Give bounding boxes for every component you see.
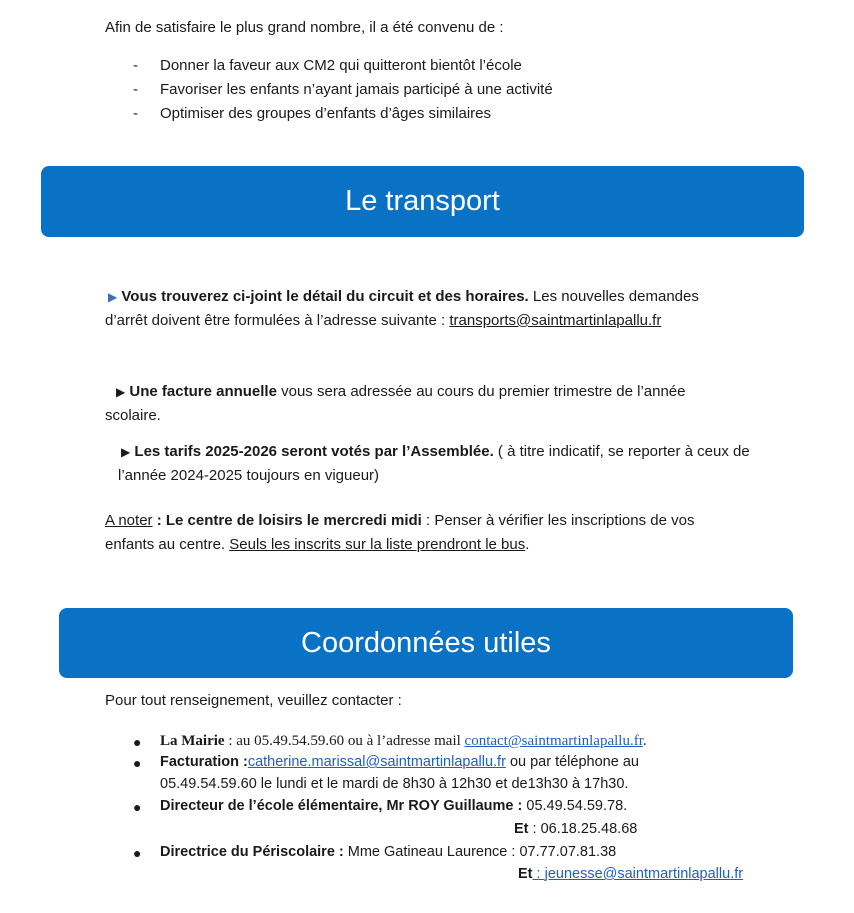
paragraph-circuit-line2: d’arrêt doivent être formulées à l’adresse suivante : transports@saintmartinlapallu.fr — [105, 312, 662, 329]
jeunesse-email-link[interactable]: : jeunesse@saintmartinlapallu.fr — [532, 866, 744, 882]
list-dash: - — [133, 57, 138, 74]
facturation-email-link[interactable]: catherine.marissal@saintmartinlapallu.fr — [247, 754, 506, 770]
paragraph-tarifs: ▶ Les tarifs 2025-2026 seront votés par l’Assemblée. ( à titre indicatif, se reporter à ceux de — [121, 443, 750, 460]
bullet-icon: ● — [133, 845, 142, 861]
arrow-right-icon: ▶ — [121, 445, 131, 459]
note-label: A noter — [105, 512, 153, 529]
bullet-icon: ● — [133, 799, 142, 815]
paragraph-circuit: ▶ Vous trouverez ci-joint le détail du circuit et des horaires. Les nouvelles demandes — [108, 288, 699, 305]
arrow-right-icon: ▶ — [108, 290, 118, 304]
note-paragraph: A noter : Le centre de loisirs le mercredi midi : Penser à vérifier les inscriptions de vos — [105, 512, 695, 529]
note-paragraph-line2: enfants au centre. Seuls les inscrits sur la liste prendront le bus. — [105, 536, 530, 553]
intro-text: Afin de satisfaire le plus grand nombre, il a été convenu de : — [105, 19, 504, 36]
contact-facturation-line2: 05.49.54.59.60 le lundi et le mardi de 8h30 à 12h30 et de13h30 à 17h30. — [160, 776, 629, 792]
section-title: Coordonnées utiles — [301, 626, 551, 659]
contact-facturation: Facturation :catherine.marissal@saintmartinlapallu.fr ou par téléphone au — [160, 754, 639, 770]
list-item: Donner la faveur aux CM2 qui quitteront bientôt l’école — [160, 57, 522, 74]
list-item: Favoriser les enfants n’ayant jamais participé à une activité — [160, 81, 553, 98]
contact-directrice-line2: Et : jeunesse@saintmartinlapallu.fr — [518, 866, 744, 882]
section-banner-contacts — [59, 608, 793, 678]
paragraph-facture-line2: scolaire. — [105, 407, 161, 424]
contact-directrice: Directrice du Périscolaire : Mme Gatineau Laurence : 07.77.07.81.38 — [160, 844, 617, 860]
section-title: Le transport — [345, 185, 500, 217]
contact-mairie: La Mairie : au 05.49.54.59.60 ou à l’adresse mail contact@saintmartinlapallu.fr. — [160, 733, 647, 749]
mairie-email-link[interactable]: contact@saintmartinlapallu.fr — [464, 733, 643, 749]
bullet-icon: ● — [133, 734, 142, 750]
paragraph-tarifs-line2: l’année 2024-2025 toujours en vigueur) — [118, 467, 380, 484]
arrow-right-icon: ▶ — [116, 385, 126, 399]
bullet-icon: ● — [133, 755, 142, 771]
transport-email-link[interactable]: transports@saintmartinlapallu.fr — [449, 312, 662, 329]
contact-directeur-line2: Et : 06.18.25.48.68 — [514, 821, 638, 837]
section-banner-transport — [41, 166, 804, 237]
paragraph-facture: ▶ Une facture annuelle vous sera adressée au cours du premier trimestre de l’année — [116, 383, 686, 400]
list-item: Optimiser des groupes d’enfants d’âges similaires — [160, 105, 491, 122]
contact-directeur: Directeur de l’école élémentaire, Mr ROY Guillaume : 05.49.54.59.78. — [160, 798, 628, 814]
list-dash: - — [133, 105, 138, 122]
list-dash: - — [133, 81, 138, 98]
contacts-intro: Pour tout renseignement, veuillez contacter : — [105, 692, 402, 709]
